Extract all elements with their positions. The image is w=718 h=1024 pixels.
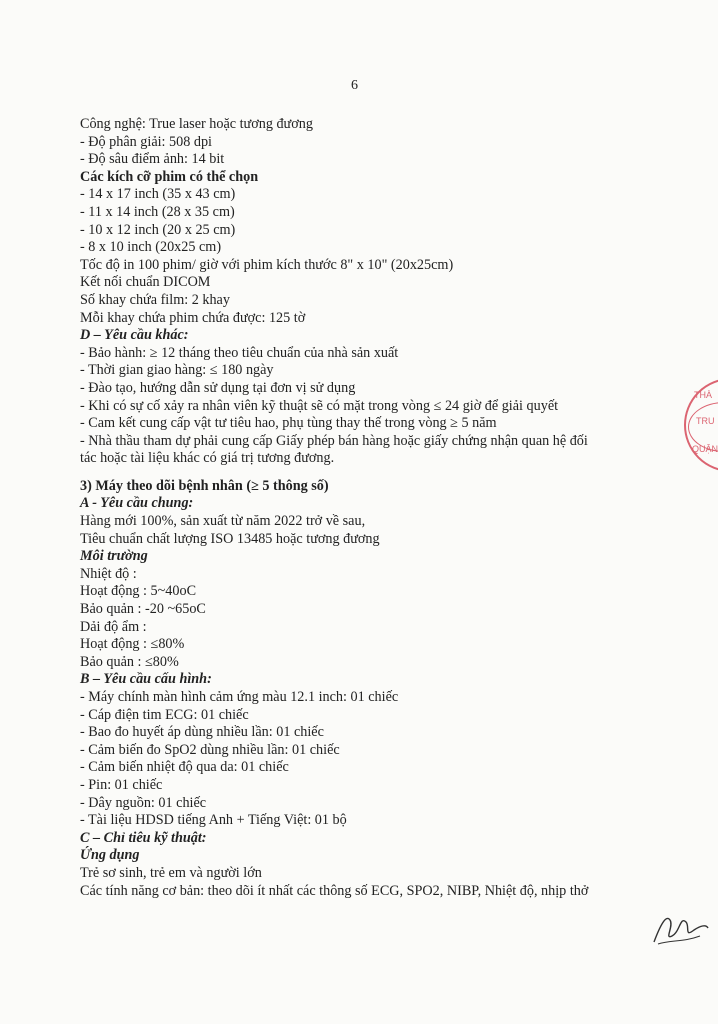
text-line: - Cảm biến đo SpO2 dùng nhiều lần: 01 chiếc [80,741,340,758]
text-line: - Bao đo huyết áp dùng nhiều lần: 01 chiếc [80,724,324,741]
stamp-text-1: THÀ [694,390,712,400]
text-line: Ứng dụng [80,847,140,864]
text-line: Kết nối chuẩn DICOM [80,274,211,291]
text-line: Hoạt động : 5~40oC [80,583,197,600]
text-line: Trẻ sơ sinh, trẻ em và người lớn [80,864,262,881]
text-line: - Tài liệu HDSD tiếng Anh + Tiếng Việt: 01 bộ [80,812,347,829]
text-line: - 8 x 10 inch (20x25 cm) [80,239,222,256]
text-line: Dải độ ẩm : [80,618,147,635]
text-line: - 10 x 12 inch (20 x 25 cm) [80,221,236,238]
text-line: Số khay chứa film: 2 khay [80,291,230,308]
text-line: C – Chỉ tiêu kỹ thuật: [80,829,207,846]
text-line: Mỗi khay chứa phim chứa được: 125 tờ [80,309,306,326]
stamp-text-3: QUẬN [692,444,718,454]
text-line: A - Yêu cầu chung: [80,495,194,512]
text-line: - Cáp điện tim ECG: 01 chiếc [80,706,249,723]
text-line: - Máy chính màn hình cảm ứng màu 12.1 inch: 01 chiếc [80,689,399,705]
text-line: Công nghệ: True laser hoặc tương đương [80,116,313,132]
text-line: - 14 x 17 inch (35 x 43 cm) [80,186,236,203]
text-line: Tiêu chuẩn chất lượng ISO 13485 hoặc tương đương [80,530,380,547]
text-line: Các tính năng cơ bản: theo dõi ít nhất các thông số ECG, SPO2, NIBP, Nhiệt độ, nhịp thở [80,882,589,899]
text-line: 3) Máy theo dõi bệnh nhân (≥ 5 thông số) [80,477,329,494]
text-line: Bảo quản : -20 ~65oC [80,601,206,618]
spacer [80,468,690,478]
text-line: Môi trường [80,548,148,565]
text-line: - Độ sâu điểm ảnh: 14 bit [80,151,225,168]
text-line: Bảo quản : ≤80% [80,653,179,670]
text-line: tác hoặc tài liệu khác có giá trị tương đương. [80,450,335,467]
text-line: Hoạt động : ≤80% [80,636,185,653]
text-line: Nhiệt độ : [80,565,137,582]
stamp-text-2: TRU [696,416,715,426]
signature-mark [650,906,710,948]
text-line: Tốc độ in 100 phim/ giờ với phim kích thước 8" x 10" (20x25cm) [80,256,454,273]
page-number: 6 [351,78,358,93]
text-line: - Thời gian giao hàng: ≤ 180 ngày [80,362,274,379]
text-line: - Độ phân giải: 508 dpi [80,133,213,150]
text-line: Hàng mới 100%, sản xuất từ năm 2022 trở về sau, [80,513,366,530]
text-line: - Cảm biến nhiệt độ qua da: 01 chiếc [80,759,289,776]
text-line: - Cam kết cung cấp vật tư tiêu hao, phụ tùng thay thế trong vòng ≥ 5 năm [80,415,497,432]
document-body [80,116,690,900]
text-line: - Đào tạo, hướng dẫn sử dụng tại đơn vị sử dụng [80,379,356,396]
text-line: - Bảo hành: ≥ 12 tháng theo tiêu chuẩn của nhà sản xuất [80,344,399,361]
text-line: - 11 x 14 inch (28 x 35 cm) [80,203,235,220]
text-line: Các kích cỡ phim có thể chọn [80,168,259,185]
text-line: - Nhà thầu tham dự phải cung cấp Giấy phép bán hàng hoặc giấy chứng nhận quan hệ đối [80,432,588,449]
text-line: - Khi có sự cố xảy ra nhân viên kỹ thuật sẽ có mặt trong vòng ≤ 24 giờ để giải quyết [80,397,559,414]
text-line: - Dây nguồn: 01 chiếc [80,794,207,811]
text-line: - Pin: 01 chiếc [80,776,163,793]
text-line: B – Yêu cầu cấu hình: [80,671,212,688]
text-line: D – Yêu cầu khác: [80,327,189,344]
